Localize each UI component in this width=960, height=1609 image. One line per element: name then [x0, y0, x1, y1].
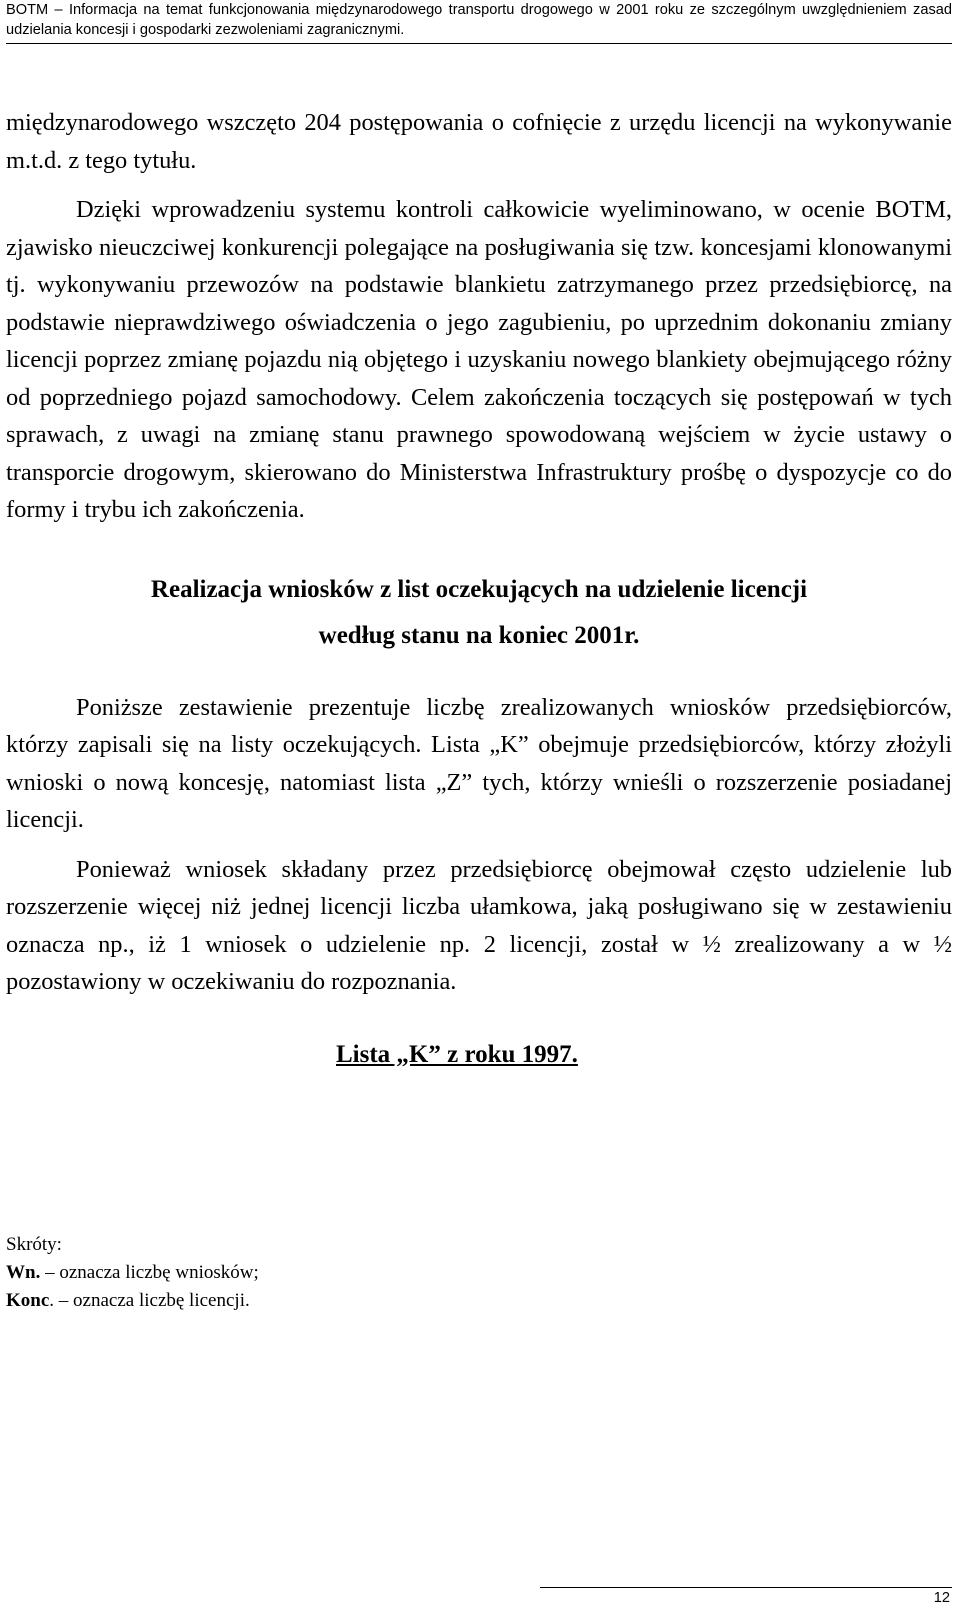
section-heading-line2: według stanu na koniec 2001r.	[318, 621, 640, 649]
page-number: 12	[933, 1590, 950, 1606]
section-heading-line1: Realizacja wniosków z list oczekujących na udzielenie licencji	[150, 575, 808, 603]
paragraph-continuation: międzynarodowego wszczęto 204 postępowania o cofnięcie z urzędu licencji na wykonywanie m.t.d. z tego tytułu.	[6, 109, 952, 174]
abbreviation-term: Konc	[6, 1290, 50, 1311]
document-body	[6, 104, 952, 1075]
paragraph-control-system: Dzięki wprowadzeniu systemu kontroli całkowicie wyeliminowano, w ocenie BOTM, zjawisko nieuczciwej konkurencji polegające na posługiwania się tzw. koncesjami klonowanymi tj. wykonywaniu przewozów na podstawie blankietu zatrzymanego przez przedsiębiorcę, na podstawie nieprawdziwego oświadczenia o jego zagubieniu, po uprzednim dokonaniu zmiany licencji poprzez zmianę pojazdu nią objętego i uzyskaniu nowego blankiety obejmującego różny od poprzedniego pojazd samochodowy. Celem zakończenia toczących się postępowań w tych sprawach, z uwagi na zmianę stanu prawnego spowodowaną wejściem w życie ustawy o transporcie drogowym, skierowano do Ministerstwa Infrastruktury prośbę o dyspozycje co do formy i trybu ich zakończenia.	[6, 196, 952, 523]
abbreviation-definition: – oznacza liczbę wniosków;	[40, 1262, 259, 1283]
abbreviation-term: Wn.	[6, 1262, 41, 1283]
abbreviations-title: Skróty:	[6, 1234, 62, 1255]
abbreviation-definition: . – oznacza liczbę licencji.	[49, 1290, 250, 1311]
list-k-heading: Lista „K” z roku 1997.	[336, 1040, 578, 1068]
paragraph-lists-explanation: Poniższe zestawienie prezentuje liczbę zrealizowanych wniosków przedsiębiorców, którzy zapisali się na listy oczekujących. Lista „K” obejmuje przedsiębiorców, którzy złożyli wnioski o nową koncesję, natomiast lista „Z” tych, którzy wnieśli o rozszerzenie posiadanej licencji.	[6, 693, 952, 833]
abbreviation-item	[6, 1287, 259, 1315]
header-text: BOTM – Informacja na temat funkcjonowania międzynarodowego transportu drogowego w 2001 roku ze szczególnym uwzględnieniem zasad udzielania koncesji i gospodarki zezwoleniami zagranicznymi.	[6, 2, 952, 38]
abbreviations-block	[6, 1231, 259, 1315]
running-header	[6, 0, 952, 44]
footer-divider	[540, 1587, 952, 1588]
paragraph-fraction-explanation: Ponieważ wniosek składany przez przedsiębiorcę obejmował często udzielenie lub rozszerzenie więcej niż jednej licencji liczba ułamkowa, jaką posługiwano się w zestawieniu oznacza np., iż 1 wniosek o udzielenie np. 2 licencji, został w ½ zrealizowany a w ½ pozostawiony w oczekiwaniu do rozpoznania.	[6, 855, 952, 995]
section-heading	[6, 567, 952, 659]
abbreviation-item	[6, 1259, 259, 1287]
